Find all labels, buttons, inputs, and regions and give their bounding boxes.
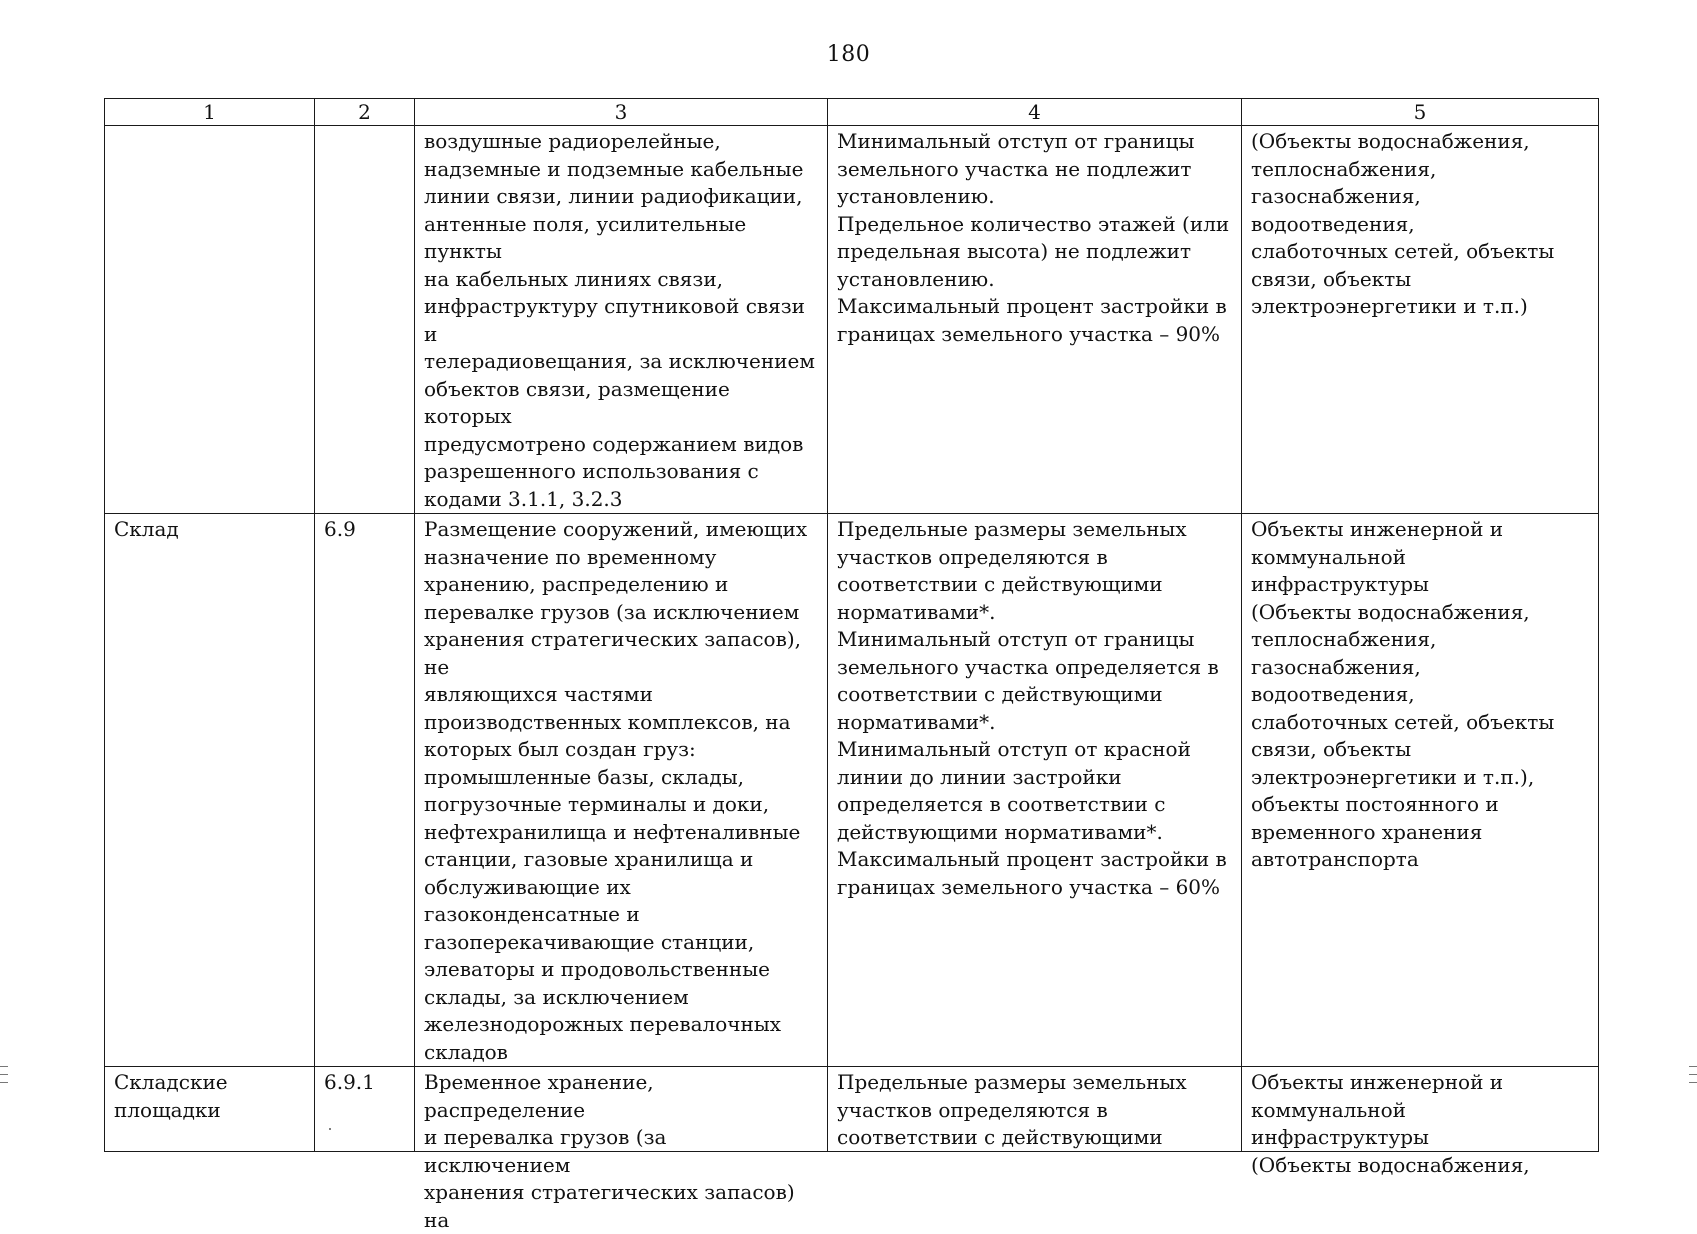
column-header-4: 4 [828, 99, 1242, 126]
zoning-table [104, 98, 1599, 1232]
use-description-text: Временное хранение, распределение и перевалка грузов (за исключением хранения стратегических запасов) на [424, 1070, 795, 1232]
use-code-text: 6.9.1 [324, 1070, 375, 1094]
scan-edge-mark [0, 1074, 8, 1075]
column-header-1: 1 [105, 99, 315, 126]
scan-edge-mark [1689, 1074, 1697, 1075]
scan-edge-mark [0, 1082, 8, 1083]
scan-edge-mark [1689, 1082, 1697, 1083]
parameters-cell [828, 1067, 1242, 1152]
auxiliary-uses-cell [1242, 1067, 1599, 1177]
parameters-cell: Предельные размеры земельных участков определяются в соответствии с действующими нормативами*. Минимальный отступ от границы земельного участка определяется в соответствии с действующими нормативами*. Минимальный отступ от красной линии до линии застройки определяется в соответствии с действующими нормативами*. Максимальный процент застройки в границах земельного участка – 60% [828, 514, 1242, 1067]
table-row [105, 1067, 1599, 1152]
parameters-cell: Минимальный отступ от границы земельного участка не подлежит установлению. Предельное количество этажей (или предельная высота) не подлежит установлению. Максимальный процент застройки в границах земельного участка – 90% [828, 126, 1242, 514]
use-name-text: Складские площадки [114, 1070, 228, 1122]
header-row [105, 99, 1599, 126]
use-description-cell: Размещение сооружений, имеющих назначение по временному хранению, распределению и перевалке грузов (за исключением хранения стратегических запасов), не являющихся частями производственных комплексов, на которых был создан груз: промышленные базы, склады, погрузочные терминалы и доки, нефтехранилища и нефтеналивные станции, газовые хранилища и обслуживающие их газоконденсатные и газоперекачивающие станции, элеваторы и продовольственные склады, за исключением железнодорожных перевалочных складов [415, 514, 828, 1067]
column-header-3: 3 [415, 99, 828, 126]
page-number: 180 [826, 42, 871, 67]
use-description-cell [415, 1067, 828, 1232]
use-code-cell [315, 1067, 415, 1152]
auxiliary-uses-text: Объекты инженерной и коммунальной инфраструктуры (Объекты водоснабжения, [1251, 1070, 1530, 1177]
parameters-text: Предельные размеры земельных участков определяются в соответствии с действующими [837, 1070, 1187, 1149]
table-row [105, 514, 1599, 1067]
use-description-cell: воздушные радиорелейные, надземные и подземные кабельные линии связи, линии радиофикации, антенные поля, усилительные пункты на кабельных линиях связи, инфраструктуру спутниковой связи и телерадиовещания, за исключением объектов связи, размещение которых предусмотрено содержанием видов разрешенного использования с кодами 3.1.1, 3.2.3 [415, 126, 828, 514]
use-name-cell [105, 126, 315, 514]
use-name-cell [105, 1067, 315, 1152]
scan-edge-mark [1689, 1066, 1697, 1067]
column-header-2: 2 [315, 99, 415, 126]
auxiliary-uses-cell: Объекты инженерной и коммунальной инфраструктуры (Объекты водоснабжения, теплоснабжения, газоснабжения, водоотведения, слаботочных сетей, объекты связи, объекты электроэнергетики и т.п.), объекты постоянного и временного хранения автотранспорта [1242, 514, 1599, 1067]
auxiliary-uses-cell: (Объекты водоснабжения, теплоснабжения, газоснабжения, водоотведения, слаботочных сетей, объекты связи, объекты электроэнергетики и т.п.) [1242, 126, 1599, 514]
column-header-5: 5 [1242, 99, 1599, 126]
use-name-cell: Склад [105, 514, 315, 1067]
table-row [105, 126, 1599, 514]
scan-speck [329, 1128, 331, 1130]
use-code-cell: 6.9 [315, 514, 415, 1067]
use-code-cell [315, 126, 415, 514]
scan-edge-mark [0, 1066, 8, 1067]
